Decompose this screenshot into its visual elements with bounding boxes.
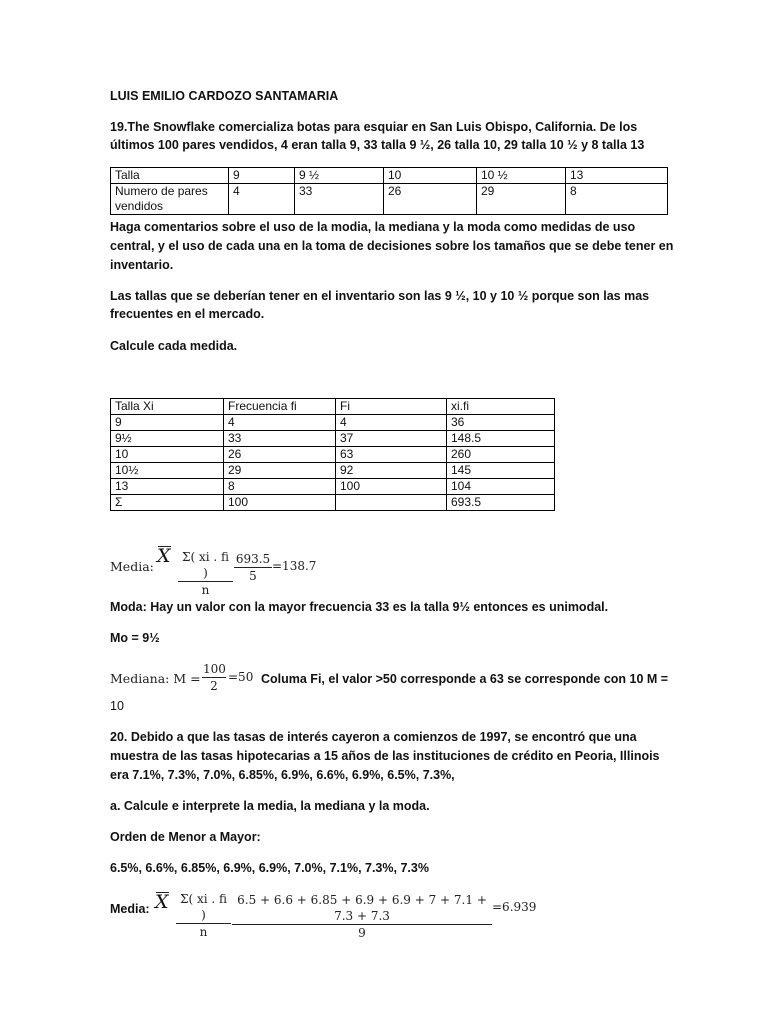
table-row bbox=[111, 447, 555, 463]
value-fraction bbox=[234, 551, 272, 584]
table-row bbox=[111, 495, 555, 511]
table-row bbox=[111, 463, 555, 479]
q20-line-2: muestra de las tasas hipotecarias a 15 años de las instituciones de crédito en Peoria, Illinois bbox=[110, 749, 660, 763]
table-cell: 26 bbox=[224, 447, 336, 463]
sum-fraction bbox=[176, 891, 231, 940]
mediana-text: Columa Fi, el valor >50 corresponde a 63 se corresponde con 10 M = bbox=[261, 672, 669, 686]
row-label-line-1: Numero de pares bbox=[115, 184, 208, 198]
orden-values: 6.5%, 6.6%, 6.85%, 6.9%, 6.9%, 7.0%, 7.1%, 7.3%, 7.3% bbox=[110, 861, 429, 875]
mediana-result: =50 bbox=[228, 670, 254, 684]
answer-line-1: Las tallas que se deberían tener en el inventario son las 9 ½, 10 y 10 ½ porque son las mas bbox=[110, 289, 650, 303]
table-cell: 8 bbox=[224, 479, 336, 495]
moda-text: Moda: Hay un valor con la mayor frecuencia 33 es la talla 9½ entonces es unimodal. bbox=[110, 600, 609, 614]
sum-fraction bbox=[178, 549, 233, 598]
table-row bbox=[111, 431, 555, 447]
sum-numerator: Σ( xi . fi ) bbox=[176, 891, 231, 924]
table-cell: 693.5 bbox=[447, 495, 555, 511]
q20-line-3: era 7.1%, 7.3%, 7.0%, 6.85%, 6.9%, 6.6%, 6.9%, 6.5%, 7.3%, bbox=[110, 768, 455, 782]
calc-heading: Calcule cada medida. bbox=[110, 339, 238, 353]
table-cell: 100 bbox=[224, 495, 336, 511]
table-cell: 10 bbox=[384, 168, 477, 184]
mediana-label: Mediana: M = bbox=[110, 671, 201, 686]
table-cell: 13 bbox=[111, 479, 224, 495]
table-cell: 9 ½ bbox=[295, 168, 384, 184]
mediana-fraction bbox=[202, 661, 226, 694]
table-cell: 10½ bbox=[111, 463, 224, 479]
table-cell: 37 bbox=[336, 431, 447, 447]
table-cell: 9½ bbox=[111, 431, 224, 447]
mediana-tail: 10 bbox=[110, 699, 124, 713]
media-label-q20: Media: bbox=[110, 902, 150, 916]
table-cell: 148.5 bbox=[447, 431, 555, 447]
x-bar-symbol: X bbox=[155, 891, 169, 913]
sizes-table bbox=[110, 167, 668, 215]
table-cell: 10 bbox=[111, 447, 224, 463]
sum-denominator: n bbox=[201, 583, 210, 597]
table-cell: 29 bbox=[224, 463, 336, 479]
table-cell: 4 bbox=[229, 184, 295, 215]
table-cell: 63 bbox=[336, 447, 447, 463]
x-bar-symbol: X bbox=[157, 545, 171, 567]
comment-line-2: central, y el uso de cada una en la toma de decisiones sobre los tamaños que se debe tener en bbox=[110, 239, 674, 253]
media-result: =138.7 bbox=[272, 559, 317, 573]
table-cell: 9 bbox=[111, 415, 224, 431]
sum-denominator: n bbox=[199, 925, 208, 939]
mediana-numerator: 100 bbox=[203, 662, 226, 676]
table-cell: 4 bbox=[224, 415, 336, 431]
answer-line-2: frecuentes en el mercado. bbox=[110, 307, 265, 321]
table-cell: 260 bbox=[447, 447, 555, 463]
table-header: Frecuencia fi bbox=[224, 399, 336, 415]
comment-line-1: Haga comentarios sobre el uso de la modia, la mediana y la moda como medidas de uso bbox=[110, 220, 636, 234]
table-cell: 4 bbox=[336, 415, 447, 431]
value-numerator: 6.5 + 6.6 + 6.85 + 6.9 + 6.9 + 7 + 7.1 + 7.3 + 7.3 bbox=[232, 892, 492, 925]
table-cell: 29 bbox=[477, 184, 566, 215]
q20-line-1: 20. Debido a que las tasas de interés cayeron a comienzos de 1997, se encontró que una bbox=[110, 730, 637, 744]
table-cell: 33 bbox=[295, 184, 384, 215]
table-cell: 36 bbox=[447, 415, 555, 431]
sum-numerator: Σ( xi . fi ) bbox=[178, 549, 233, 582]
mo-value: Mo = 9½ bbox=[110, 631, 160, 645]
table-cell: 100 bbox=[336, 479, 447, 495]
table-row bbox=[111, 479, 555, 495]
table-header: Talla Xi bbox=[111, 399, 224, 415]
value-denominator: 5 bbox=[249, 569, 257, 583]
row-label-line-2: vendidos bbox=[115, 199, 164, 213]
table-header: xi.fi bbox=[447, 399, 555, 415]
q19-line-1: 19.The Snowflake comercializa botas para esquiar en San Luis Obispo, California. De los bbox=[110, 120, 638, 134]
table-cell: Σ bbox=[111, 495, 224, 511]
table-cell: 10 ½ bbox=[477, 168, 566, 184]
table-cell: Talla bbox=[111, 168, 229, 184]
frequency-table bbox=[110, 398, 555, 511]
table-row bbox=[111, 415, 555, 431]
media-label: Media: bbox=[110, 559, 154, 574]
table-cell: 145 bbox=[447, 463, 555, 479]
table-cell: 13 bbox=[566, 168, 668, 184]
q19-line-2: últimos 100 pares vendidos, 4 eran talla 9, 33 talla 9 ½, 26 talla 10, 29 talla 10 ½ y 8 talla 13 bbox=[110, 138, 645, 152]
author-name: LUIS EMILIO CARDOZO SANTAMARIA bbox=[110, 89, 339, 103]
table-cell bbox=[111, 184, 229, 215]
value-fraction bbox=[232, 892, 492, 941]
table-header: Fi bbox=[336, 399, 447, 415]
table-cell: 9 bbox=[229, 168, 295, 184]
table-cell: 26 bbox=[384, 184, 477, 215]
value-numerator: 693.5 bbox=[235, 552, 271, 566]
table-cell: 8 bbox=[566, 184, 668, 215]
table-cell: 92 bbox=[336, 463, 447, 479]
orden-title: Orden de Menor a Mayor: bbox=[110, 830, 261, 844]
value-denominator: 9 bbox=[358, 926, 366, 940]
table-cell: 104 bbox=[447, 479, 555, 495]
comment-line-3: inventario. bbox=[110, 258, 174, 272]
q20-part-a: a. Calcule e interprete la media, la mediana y la moda. bbox=[110, 799, 430, 813]
media-result-q20: =6.939 bbox=[492, 900, 537, 914]
table-cell bbox=[336, 495, 447, 511]
mediana-denominator: 2 bbox=[210, 679, 218, 693]
table-cell: 33 bbox=[224, 431, 336, 447]
